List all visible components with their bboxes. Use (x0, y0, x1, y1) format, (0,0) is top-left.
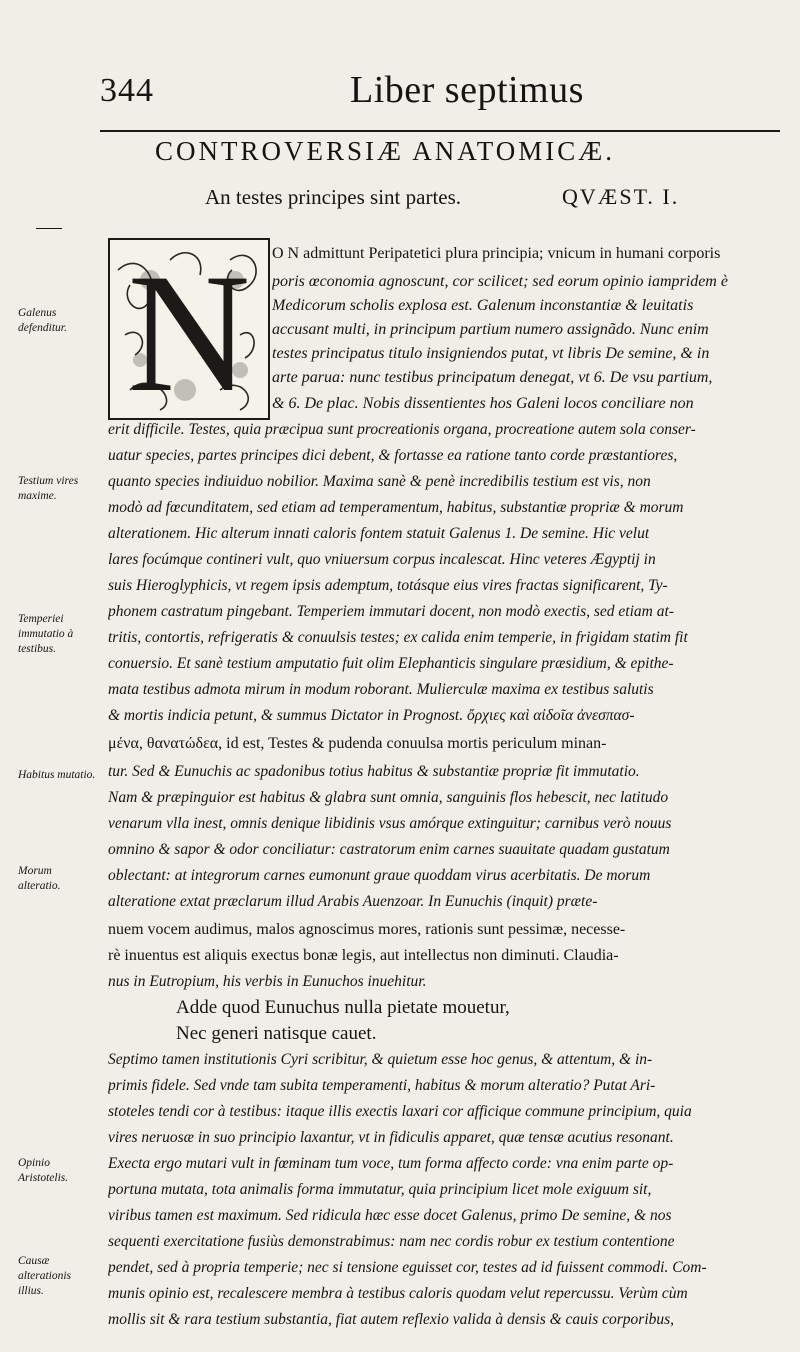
section-title: CONTROVERSIÆ ANATOMICÆ. (155, 136, 616, 166)
text-line: μένα, θανατώδεα, id est, Testes & pudenda conuulsa mortis periculum minan- (108, 735, 607, 752)
text-line: pendet, sed à propria temperie; nec si tensione eguisset cor, testes ad id fuissent commodi. Com- (108, 1259, 707, 1276)
initial-letter: N (127, 240, 251, 418)
text-line: nus in Eutropium, his verbis in Eunuchos inuehitur. (108, 973, 427, 990)
running-title: Liber septimus (350, 69, 584, 111)
verse-line: Adde quod Eunuchus nulla pietate mouetur, (176, 997, 510, 1018)
text-line: oblectant: at integrorum carnes eumonunt graue quoddam virus acerbitatis. De morum (108, 867, 651, 884)
text-line: O N admittunt Peripatetici plura principia; vnicum in humani corporis (272, 245, 721, 262)
text-line: & 6. De plac. Nobis dissentientes hos Galeni locos conciliare non (272, 395, 694, 412)
text-line: mollis sit & rara testium substantia, fiat autem reflexio valida à densis & cauis corporibus, (108, 1311, 675, 1328)
page-header (100, 68, 780, 128)
question-title: An testes principes sint partes. (205, 185, 462, 209)
text-line: conuersio. Et sanè testium amputatio fuit olim Elephanticis singulare præsidium, & epithe- (108, 655, 674, 672)
text-line: uatur species, partes principes dici debent, & fortasse ea ratione tanto corde præstantiores, (108, 447, 678, 464)
text-line: erit difficile. Testes, quia præcipua sunt procreationis organa, procreatione autem sola conser- (108, 421, 696, 438)
text-line: mata testibus admota mirum in modum roborant. Mulierculæ maxima ex testibus salutis (108, 681, 654, 698)
margin-note: Causæ alterationis illius. (18, 1255, 72, 1297)
text-line: omnino & sapor & odor conciliatur: castratorum enim carnes suauitate quadam gustatum (108, 841, 670, 858)
page-number: 344 (100, 72, 154, 109)
text-line: accusant multi, in principum partium numero assignãdo. Nunc enim (272, 321, 709, 338)
text-line: vires neruosæ in suo principio laxantur, vt in fidiculis apparet, quæ tensæ acutius resonant. (108, 1129, 674, 1146)
margin-note: Opinio Aristotelis. (18, 1157, 69, 1184)
header-rule (100, 130, 780, 132)
verse-line: Nec generi natisque cauet. (176, 1023, 377, 1044)
text-line: arte parua: nunc testibus principatum denegat, vt 6. De vsu partium, (272, 369, 713, 386)
margin-note: Habitus mutatio. (18, 769, 96, 781)
text-line: primis fidele. Sed vnde tam subita temperamenti, habitus & morum alteratio? Putat Ari- (108, 1077, 656, 1094)
text-line: tritis, contortis, refrigeratis & conuulsis testes; ex calida enim temperie, in frigidam statim fit (108, 629, 688, 646)
text-line: portuna mutata, tota animalis forma immutatur, quia principium licet mole exiguum sit, (108, 1181, 652, 1198)
text-line: Nam & præpinguior est habitus & glabra sunt omnia, sanguinis flos hebescit, nec latitudo (108, 789, 669, 806)
text-line: testes principatus titulo insigniendos putat, vt libris De semine, & in (272, 345, 710, 362)
text-line: alteratione extat præclarum illud Arabis Auenzoar. In Eunuchis (inquit) præte- (108, 893, 598, 910)
text-line: Septimo tamen institutionis Cyri scribitur, & quietum esse hoc genus, & attentum, & in- (108, 1051, 653, 1068)
margin-note: Temperiei immutatio à testibus. (18, 613, 74, 655)
text-line: Medicorum scholis explosa est. Galenum inconstantiæ & leuitatis (272, 297, 694, 314)
text-line: munis opinio est, recalescere membra à testibus caloris quodam velut repercussu. Verùm cùm (108, 1285, 688, 1302)
text-line: alterationem. Hic alterum innati caloris fontem statuit Galenus 1. De semine. Hic velut (108, 525, 650, 542)
text-line: phonem castratum pingebant. Temperiem immutari docent, non modò exectis, sed etiam at- (108, 603, 674, 620)
text-line: sequenti exercitatione fusiùs demonstrabimus: nam nec cordis robur ex testium contentione (108, 1233, 675, 1250)
text-line: viribus tamen est maximum. Sed ridicula hæc esse docet Galenus, primo De semine, & nos (108, 1207, 672, 1224)
text-line: suis Hieroglyphicis, vt regem ipsis ademptum, totásque eius vires fractas significarent, Ty- (108, 577, 668, 594)
margin-note: Testium vires maxime. (18, 475, 79, 502)
text-line: modò ad fœcunditatem, sed etiam ad temperamentum, habitus, substantiæ propriæ & morum (108, 499, 684, 516)
question-number: QVÆST. I. (562, 184, 680, 209)
text-line: stoteles tendi cor à testibus: itaque illis exectis laxari cor afficique commune principium, quia (108, 1103, 692, 1120)
ornament-foliage-icon (110, 240, 268, 418)
text-line: quanto species indiuiduo nobilior. Maxima sanè & penè incredibilis testium est vis, non (108, 473, 651, 490)
decorated-initial (108, 238, 270, 420)
margin-note: Galenus defenditur. (18, 307, 67, 334)
text-line: rè inuentus est aliquis exectus bonæ legis, aut intellectus non diminuti. Claudia- (108, 947, 619, 964)
margin-dash (36, 228, 62, 229)
margin-note: Morum alteratio. (18, 865, 61, 892)
text-line: nuem vocem audimus, malos agnoscimus mores, rationis sunt pessimæ, necesse- (108, 921, 626, 938)
text-line: tur. Sed & Eunuchis ac spadonibus totius habitus & substantiæ propriæ fit immutatio. (108, 763, 640, 780)
text-line: & mortis indicia petunt, & summus Dictator in Prognost. ὄρχιες καὶ αἰδοῖα ἀνεσπασ- (108, 707, 635, 724)
text-line: venarum vlla inest, omnis denique libidinis vsus amórque extinguitur; carnibus verò nouus (108, 815, 672, 832)
text-line: lares focúmque contineri vult, quo vniuersum corpus incalescat. Hinc veteres Ægyptij in (108, 551, 656, 568)
text-line: poris œconomia agnoscunt, cor scilicet; sed eorum opinio iampridem è (272, 273, 728, 290)
text-line: Execta ergo mutari vult in fœminam tum voce, tum forma affecto corde: vna enim parte op- (108, 1155, 674, 1172)
